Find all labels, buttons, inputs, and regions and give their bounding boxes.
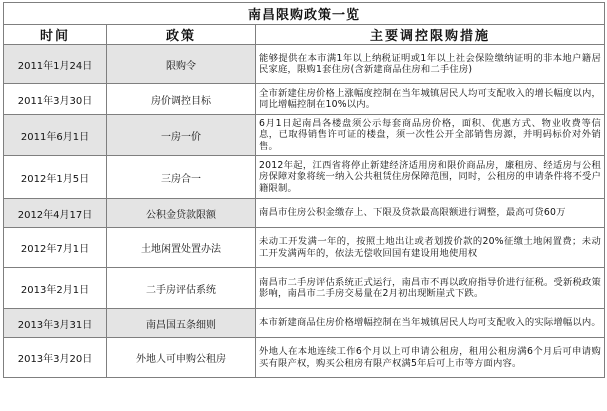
row-policy: 限购令	[107, 45, 256, 84]
table-row	[4, 156, 605, 199]
header-measures: 主要调控限购措施	[256, 25, 605, 45]
row-date: 2013年2月1日	[4, 268, 107, 309]
table-row	[4, 45, 605, 84]
table-row	[4, 228, 605, 268]
row-measure: 6月1日起南昌各楼盘须公示每套商品房价格，面积、优惠方式、物业收费等信息，已取得销售许可证的楼盘，须一次性公开全部销售房源，并明码标价对外销售。	[256, 115, 605, 156]
header-time: 时间	[4, 25, 107, 45]
row-policy: 房价调控目标	[107, 84, 256, 115]
table-row	[4, 199, 605, 228]
row-date: 2012年4月17日	[4, 199, 107, 228]
row-date: 2011年1月24日	[4, 45, 107, 84]
header-row	[4, 25, 605, 45]
row-policy: 三房合一	[107, 156, 256, 199]
title-row	[4, 3, 605, 25]
row-policy: 公积金贷款限额	[107, 199, 256, 228]
table-row	[4, 115, 605, 156]
row-policy: 二手房评估系统	[107, 268, 256, 309]
table-row	[4, 338, 605, 378]
row-date: 2013年3月20日	[4, 338, 107, 378]
row-date: 2012年1月5日	[4, 156, 107, 199]
policy-table	[3, 2, 605, 378]
table-row	[4, 309, 605, 338]
row-policy: 外地人可申购公租房	[107, 338, 256, 378]
row-date: 2011年3月30日	[4, 84, 107, 115]
row-policy: 一房一价	[107, 115, 256, 156]
row-policy: 土地闲置处置办法	[107, 228, 256, 268]
row-measure: 能够提供在本市满1年以上纳税证明或1年以上社会保险缴纳证明的非本地户籍居民家庭，限购1套住房(含新建商品住房和二手住房)	[256, 45, 605, 84]
row-measure: 南昌市住房公积金缴存上、下限及贷款最高限额进行调整，最高可贷60万	[256, 199, 605, 228]
row-date: 2011年6月1日	[4, 115, 107, 156]
row-policy: 南昌国五条细则	[107, 309, 256, 338]
table-row	[4, 268, 605, 309]
table-title: 南昌限购政策一览	[4, 3, 605, 25]
row-date: 2012年7月1日	[4, 228, 107, 268]
row-measure: 全市新建住房价格上涨幅度控制在当年城镇居民人均可支配收入的增长幅度以内，同比增幅控制在10%以内。	[256, 84, 605, 115]
table-row	[4, 84, 605, 115]
row-measure: 南昌市二手房评估系统正式运行，南昌市不再以政府指导价进行征税。受新税政策影响，南昌市二手房交易量在2月初出现断崖式下跌。	[256, 268, 605, 309]
header-policy: 政策	[107, 25, 256, 45]
row-measure: 外地人在本地连续工作6个月以上可申请公租房，租用公租房满6个月后可申请购买有限产权，购买公租房有限产权满5年后可上市等方面内容。	[256, 338, 605, 378]
row-date: 2013年3月31日	[4, 309, 107, 338]
row-measure: 2012年起，江西省将停止新建经济适用房和限价商品房，廉租房、经适房与公租房保障对象将统一纳入公共租赁住房保障范围，同时，公租房的申请条件将不受户籍限制。	[256, 156, 605, 199]
row-measure: 未动工开发满一年的，按照土地出让或者划拨价款的20%征缴土地闲置费；未动工开发满两年的，依法无偿收回国有建设用地使用权	[256, 228, 605, 268]
row-measure: 本市新建商品住房价格增幅控制在当年城镇居民人均可支配收入的实际增幅以内。	[256, 309, 605, 338]
